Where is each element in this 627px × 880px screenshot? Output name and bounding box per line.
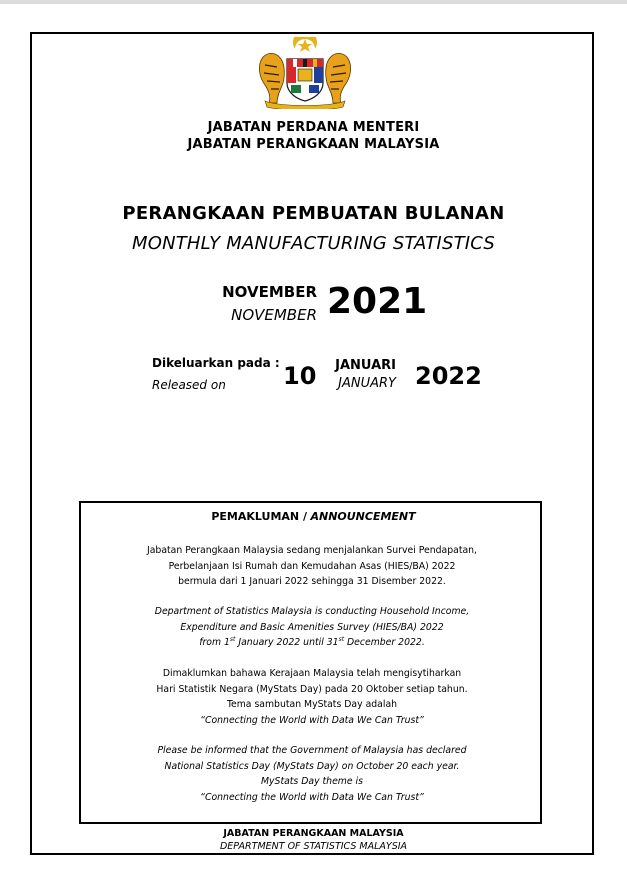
reference-month-en: NOVEMBER: [231, 306, 317, 324]
paragraph-line: Hari Statistik Negara (MyStats Day) pada 20 Oktober setiap tahun.: [156, 683, 468, 695]
paragraph-line: “Connecting the World with Data We Can Trust”: [200, 791, 424, 803]
release-month-en: JANUARY: [338, 376, 396, 391]
release-day: 10: [283, 362, 317, 390]
announcement-paragraph-en-mystats: [82, 743, 542, 805]
release-month-ms: JANUARI: [335, 358, 396, 373]
paragraph-line: MyStats Day theme is: [261, 776, 363, 788]
release-label-ms: Dikeluarkan pada :: [152, 356, 280, 370]
announcement-paragraph-ms-mystats: [82, 666, 542, 728]
announcement-title-ms: PEMAKLUMAN /: [211, 510, 307, 523]
reference-year: 2021: [327, 281, 428, 322]
announcement-title: [0, 510, 627, 523]
paragraph-line: Expenditure and Basic Amenities Survey (HIES/BA) 2022: [180, 621, 444, 633]
ministry-name: JABATAN PERDANA MENTERI: [207, 120, 420, 135]
malaysia-coat-of-arms-icon: [255, 37, 355, 109]
reference-month-ms: NOVEMBER: [222, 283, 317, 301]
paragraph-line: Tema sambutan MyStats Day adalah: [226, 699, 398, 711]
footer-department-ms: JABATAN PERANGKAAN MALAYSIA: [223, 828, 404, 839]
footer-department-en: DEPARTMENT OF STATISTICS MALAYSIA: [219, 841, 408, 852]
report-title-ms: PERANGKAAN PEMBUATAN BULANAN: [122, 203, 505, 224]
paragraph-line: Department of Statistics Malaysia is conducting Household Income,: [154, 606, 470, 617]
department-name: JABATAN PERANGKAAN MALAYSIA: [187, 137, 440, 152]
paragraph-line: Perbelanjaan Isi Rumah dan Kemudahan Asas (HIES/BA) 2022: [168, 560, 456, 572]
release-year: 2022: [415, 362, 482, 390]
paragraph-line: Please be informed that the Government of Malaysia has declared: [157, 745, 467, 756]
report-title-en: MONTHLY MANUFACTURING STATISTICS: [131, 233, 496, 254]
paragraph-line: from 1st January 2022 until 31st December 2022.: [199, 636, 425, 649]
top-rule: [0, 0, 627, 4]
announcement-paragraph-ms-survey: [82, 543, 542, 590]
announcement-title-en: ANNOUNCEMENT: [310, 510, 416, 523]
paragraph-line: “Connecting the World with Data We Can Trust”: [200, 714, 424, 726]
paragraph-line: Jabatan Perangkaan Malaysia sedang menjalankan Survei Pendapatan,: [146, 545, 478, 556]
announcement-paragraph-en-survey: [82, 604, 542, 651]
release-label-en: Released on: [152, 378, 226, 392]
paragraph-line: National Statistics Day (MyStats Day) on October 20 each year.: [164, 760, 460, 772]
paragraph-line: Dimaklumkan bahawa Kerajaan Malaysia telah mengisytiharkan: [162, 668, 462, 679]
paragraph-line: bermula dari 1 Januari 2022 sehingga 31 Disember 2022.: [178, 576, 446, 588]
